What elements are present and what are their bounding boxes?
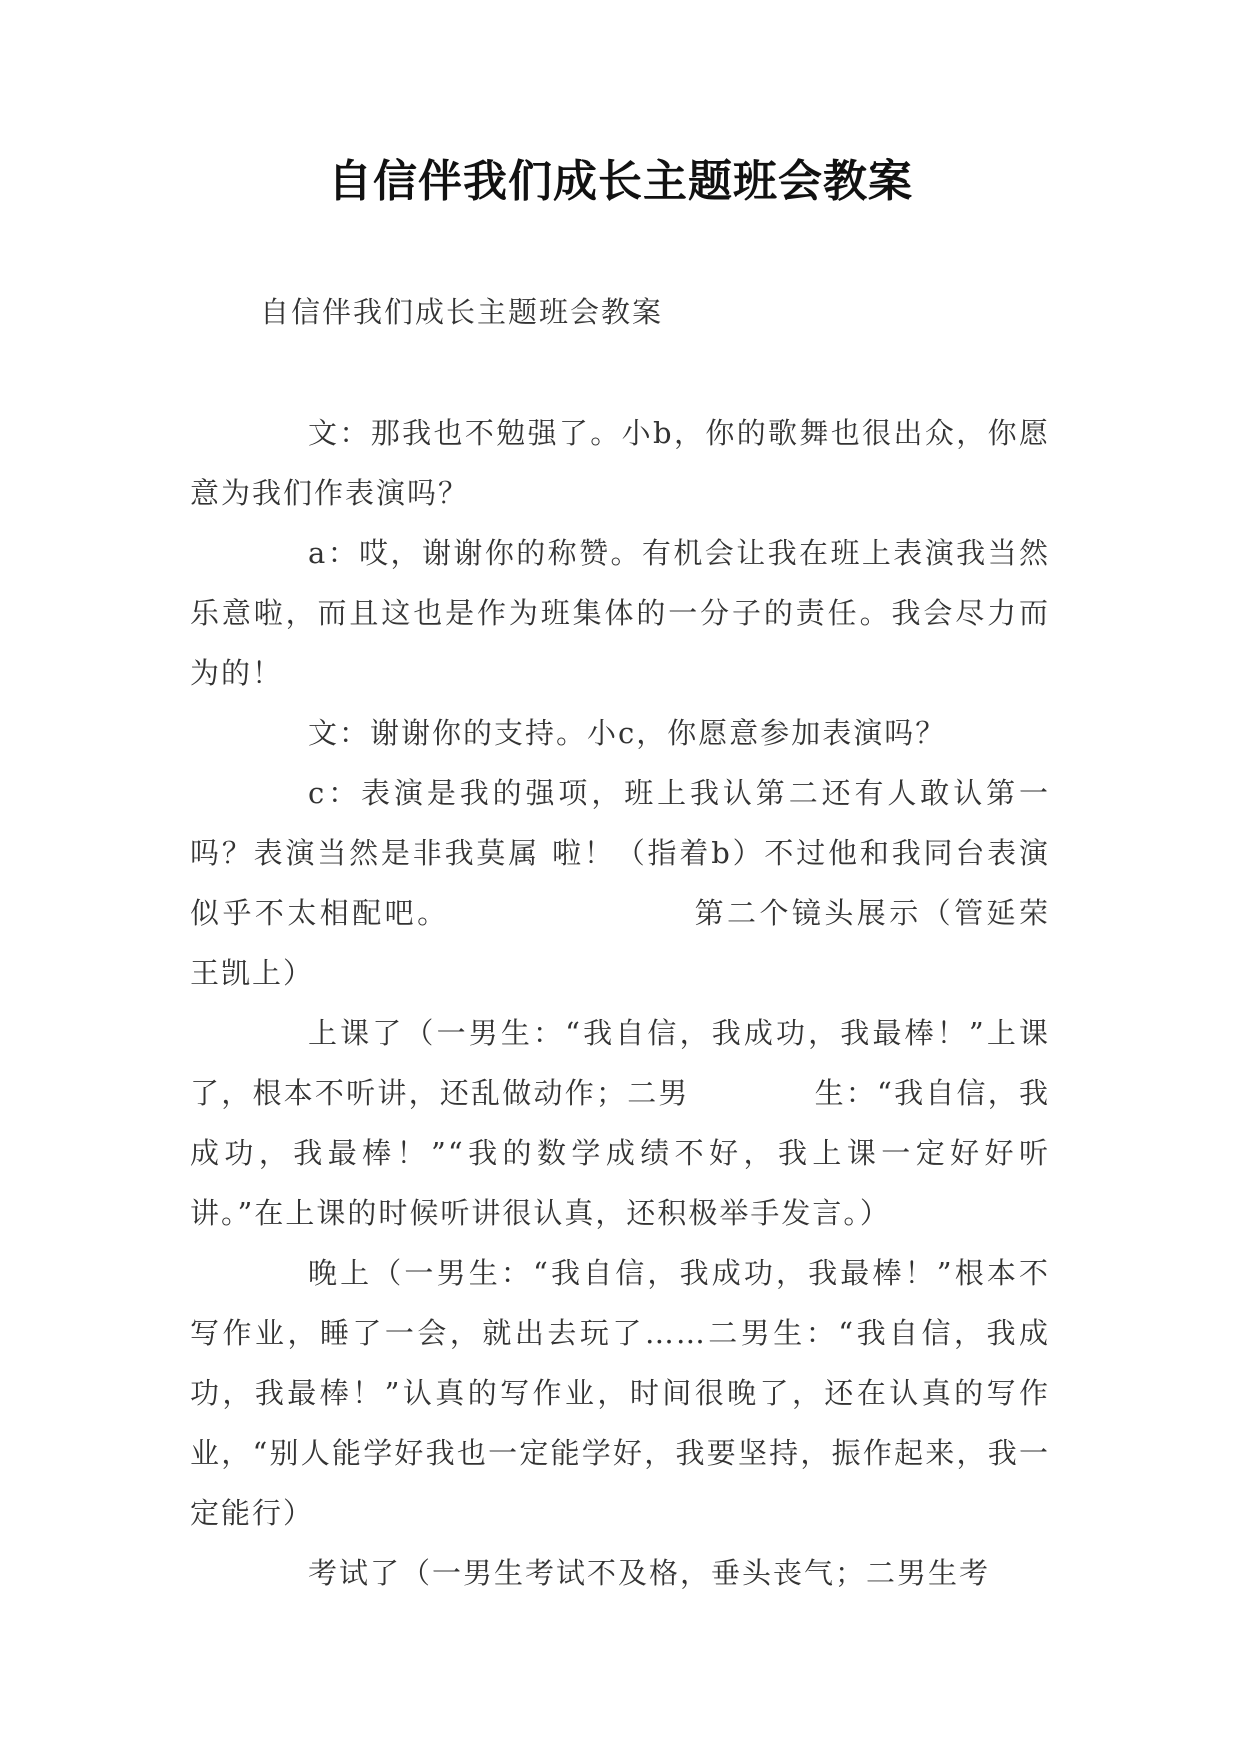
paragraph: 上课了（一男生：“我自信，我成功，我最棒！”上课了，根本不听讲，还乱做动作；二男 生：“我自信，我成功，我最棒！”“我的数学成绩不好，我上课一定好好听讲。”在上课的时候听讲很认真，还积极举手发言。） xyxy=(190,1016,1050,1230)
paragraph: a：哎，谢谢你的称赞。有机会让我在班上表演我当然乐意啦，而且这也是作为班集体的一分子的责任。我会尽力而为的！ xyxy=(190,536,1050,690)
paragraph: c：表演是我的强项，班上我认第二还有人敢认第一吗？表演当然是非我莫属 啦！（指着b）不过他和我同台表演似乎不太相配吧。 第二个镜头展示（管延荣 王凯上） xyxy=(190,776,1113,990)
document-title: 自信伴我们成长主题班会教案 xyxy=(328,156,913,207)
document-body xyxy=(190,403,1113,1603)
document-subtitle: 自信伴我们成长主题班会教案 xyxy=(260,295,664,329)
paragraph: 晚上（一男生：“我自信，我成功，我最棒！”根本不写作业，睡了一会，就出去玩了……二男生：“我自信，我成功，我最棒！”认真的写作业，时间很晚了，还在认真的写作业，“别人能学好我也一定能学好，我要坚持，振作起来，我一定能行） xyxy=(190,1256,1050,1530)
paragraph: 文：谢谢你的支持。小c，你愿意参加表演吗？ xyxy=(308,716,947,750)
paragraph: 文：那我也不勉强了。小b，你的歌舞也很出众，你愿意为我们作表演吗？ xyxy=(190,416,1050,510)
paragraph: 考试了（一男生考试不及格，垂头丧气；二男生考 xyxy=(308,1556,991,1590)
